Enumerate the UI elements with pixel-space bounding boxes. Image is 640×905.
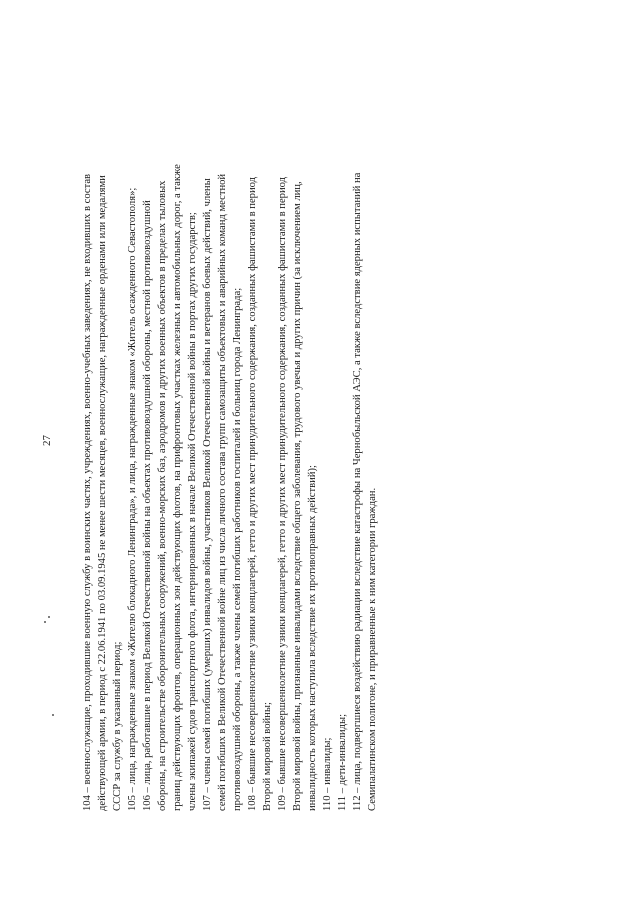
- text-line: 111 – дети-инвалиды;: [337, 713, 348, 811]
- text-line: 106 – лица, работавшие в период Великой Отечественной войны на объектах противовоздушной обороны, местной противовоздушной: [142, 200, 153, 811]
- text-line: 104 – военнослужащие, проходившие военную службу в воинских частях, учреждениях, военно-учебных заведениях, не входивших в состав: [82, 173, 93, 811]
- text-line: Семипалатинском полигоне, и приравненные к ним категории граждан.: [367, 487, 378, 811]
- scan-speck: [44, 621, 46, 623]
- page-number: 27: [41, 435, 53, 446]
- text-line: 112 – лица, подвергшиеся воздействию радиации вследствие катастрофы на Чернобыльской АЭС, а также вследствие ядерных испытаний на: [352, 172, 363, 811]
- text-line: 105 – лица, награжденные знаком «Жителю блокадного Ленинграда», и лица, награжденные знаком «Житель осажденного Севастополя»;: [127, 187, 138, 811]
- text-line: семей погибших в Великой Отечественной войне лиц из числа личного состава групп самозащиты объектовых и аварийных команд местной: [217, 173, 228, 811]
- scan-speck: [48, 616, 50, 618]
- text-line: 109 – бывшие несовершеннолетние узники концлагерей, гетто и других мест принудительного содержания, созданных фашистами в период: [277, 176, 288, 811]
- text-line: действующей армии, в период с 22.06.1941 по 03.09.1945 не менее шести месяцев, военнослужащие, награжденные орденами или медалями: [97, 175, 108, 811]
- text-line: границ действующих фронтов, операционных зон действующих флотов, на прифронтовых участках железных и автомобильных дорог, а также: [172, 164, 183, 811]
- text-line: противовоздушной обороны, а также члены семей погибших работников госпиталей и больниц города Ленинграда;: [232, 287, 243, 811]
- text-line: Второй мировой войны;: [262, 702, 273, 811]
- text-line: члены экипажей судов транспортного флота, интернированных в начале Великой Отечественной войны в портах других государств;: [187, 212, 198, 811]
- text-line: обороны, на строительстве оборонительных сооружений, военно-морских баз, аэродромов и других военных объектов в пределах тыловых: [157, 180, 168, 811]
- text-line: инвалидность которых наступила вследствие их противоправных действий);: [307, 465, 318, 811]
- text-line: 110 – инвалиды;: [322, 737, 333, 811]
- text-line: СССР за службу в указанный период;: [112, 641, 123, 811]
- scan-speck: [52, 714, 54, 716]
- text-line: 108 – бывшие несовершеннолетние узники концлагерей, гетто и других мест принудительного содержания, созданных фашистами в период: [247, 176, 258, 811]
- text-line: 107 – члены семей погибших (умерших) инвалидов войны, участников Великой Отечественной войны и ветеранов боевых действий, члены: [202, 178, 213, 811]
- text-line: Второй мировой войны, признанные инвалидами вследствие общего заболевания, трудового увечья и других причин (за исключением лиц,: [292, 181, 303, 811]
